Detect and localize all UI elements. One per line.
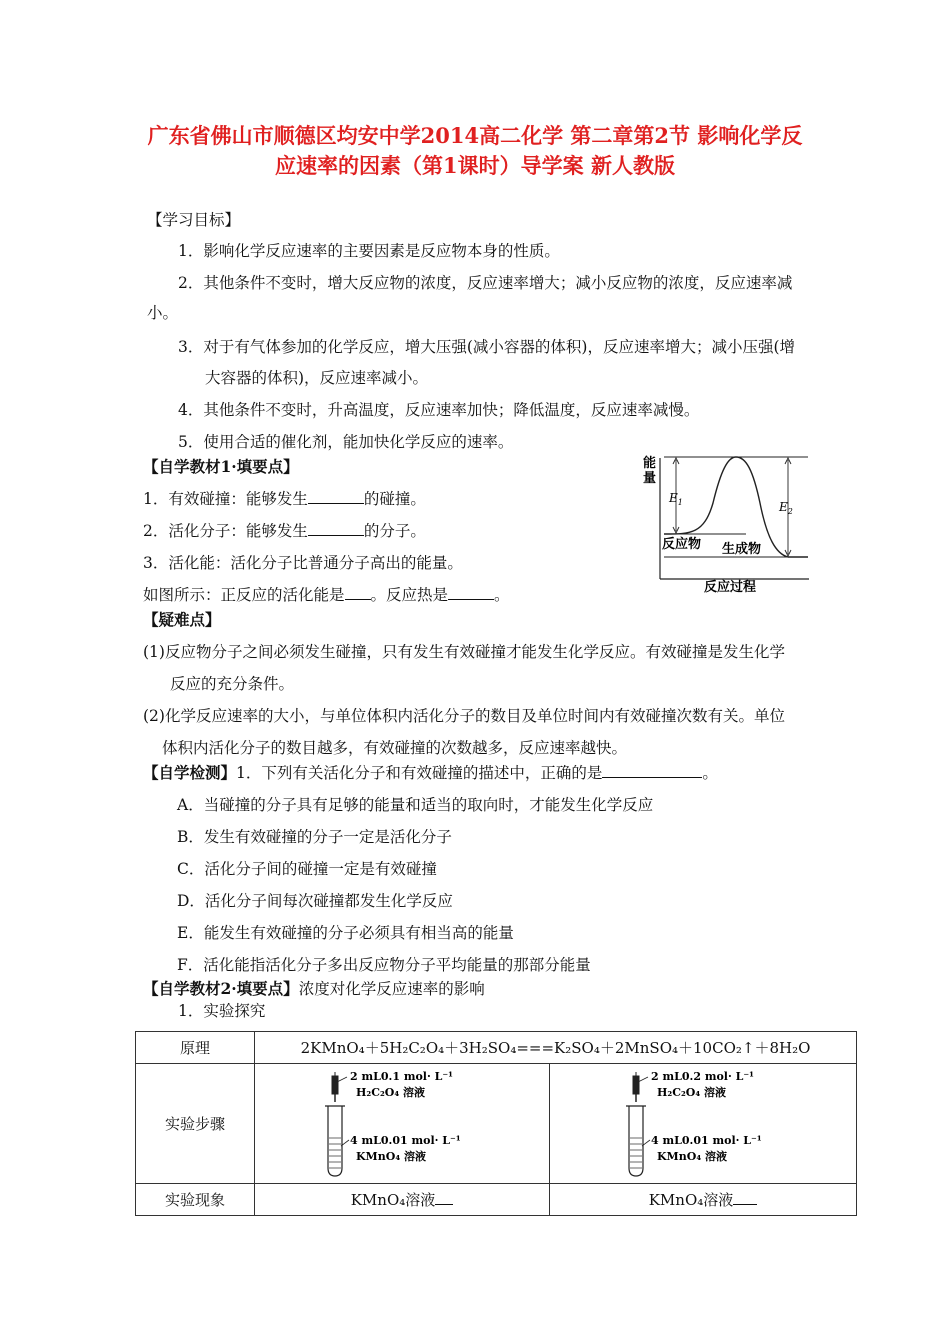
row-label-steps: 实验步骤	[136, 1064, 255, 1184]
q2-text-a: 2．活化分子：能够发生	[143, 522, 308, 540]
left-phenomenon: KMnO₄溶液	[255, 1184, 550, 1216]
experiment-table	[135, 1031, 857, 1216]
answer-blank[interactable]	[435, 1190, 453, 1205]
reaction-equation: 2KMnO₄＋5H₂C₂O₄＋3H₂SO₄===K₂SO₄＋2MnSO₄＋10CO₂↑＋8H₂O	[255, 1032, 857, 1064]
solution-liquid	[329, 1138, 341, 1168]
difficult-p1-line2: 反应的充分条件。	[170, 675, 295, 693]
reagent-label-top: H₂C₂O₄ 溶液	[356, 1085, 426, 1099]
goals-heading: 【学习目标】	[147, 211, 241, 229]
reagent-label-bottom: KMnO₄ 溶液	[356, 1149, 426, 1163]
difficult-p2-line1: (2)化学反应速率的大小，与单位体积内活化分子的数目及单位时间内有效碰撞次数有关。单位	[143, 707, 785, 725]
row-label-principle: 原理	[136, 1032, 255, 1064]
reagent-label-bottom: KMnO₄ 溶液	[657, 1149, 727, 1163]
question-text-b: 。	[702, 764, 718, 782]
option-f: F．活化能指活化分子多出反应物分子平均能量的那部分能量	[177, 956, 591, 974]
answer-blank[interactable]	[448, 585, 494, 600]
diagram-xlabel: 反应过程	[704, 580, 757, 594]
q4-text-b: 。反应热是	[370, 586, 449, 604]
option-e: E．能发生有效碰撞的分子必须具有相当高的能量	[177, 924, 514, 942]
reagent-label-bottom: 4 mL0.01 mol· L⁻¹	[651, 1133, 762, 1147]
table-row	[136, 1184, 857, 1216]
diagram-ylabel-2: 量	[643, 471, 657, 486]
self-study1-heading: 【自学教材1·填要点】	[143, 457, 299, 476]
option-a: A．当碰撞的分子具有足够的能量和适当的取向时，才能发生化学反应	[177, 796, 654, 814]
goal-item-3-cont: 大容器的体积)，反应速率减小。	[205, 369, 429, 387]
right-phenomenon: KMnO₄溶液	[550, 1184, 857, 1216]
q1-text-a: 1．有效碰撞：能够发生	[143, 490, 308, 508]
test-tube-icon	[312, 1068, 492, 1180]
q1-text-b: 的碰撞。	[363, 490, 426, 508]
goal-item-2-cont: 小。	[147, 304, 179, 322]
goal-item-3: 3．对于有气体参加的化学反应，增大压强(减小容器的体积)，反应速率增大；减小压强(增	[178, 338, 796, 356]
reactant-label: 反应物	[662, 537, 702, 552]
difficult-p2-line2: 体积内活化分子的数目越多，有效碰撞的次数越多，反应速率越快。	[162, 739, 628, 757]
self-study1-q3: 3．活化能：活化分子比普通分子高出的能量。	[143, 554, 463, 572]
difficult-heading: 【疑难点】	[143, 610, 221, 629]
q4-text-a: 如图所示：正反应的活化能是	[143, 586, 345, 604]
goal-item-2: 2．其他条件不变时，增大反应物的浓度，反应速率增大；减小反应物的浓度，反应速率减	[178, 274, 793, 292]
answer-blank[interactable]	[345, 585, 371, 600]
energy-profile-diagram	[636, 448, 816, 594]
answer-blank[interactable]	[308, 521, 364, 536]
difficult-p1-line1: (1)反应物分子之间必须发生碰撞，只有发生有效碰撞才能发生化学反应。有效碰撞是发生化学	[143, 643, 785, 661]
self-study2-line	[143, 978, 485, 1000]
option-c: C．活化分子间的碰撞一定是有效碰撞	[177, 860, 437, 878]
table-row	[136, 1064, 857, 1184]
self-study1-q1	[143, 488, 426, 510]
self-study2-topic: 浓度对化学反应速率的影响	[298, 980, 485, 998]
q2-text-b: 的分子。	[363, 522, 426, 540]
self-study2-heading: 【自学教材2·填要点】	[143, 979, 299, 998]
page-title-line2: 应速率的因素（第1课时）导学案 新人教版	[275, 153, 675, 178]
option-d: D．活化分子间每次碰撞都发生化学反应	[177, 892, 453, 910]
product-label: 生成物	[722, 542, 762, 557]
q4-text-c: 。	[494, 586, 510, 604]
answer-blank[interactable]	[308, 489, 364, 504]
goal-item-1: 1．影响化学反应速率的主要因素是反应物本身的性质。	[178, 242, 560, 260]
page-title-line1: 广东省佛山市顺德区均安中学2014高二化学 第二章第2节 影响化学反	[147, 123, 803, 148]
test-tube-icon	[613, 1068, 793, 1180]
question-text-a: 1．下列有关活化分子和有效碰撞的描述中，正确的是	[236, 764, 603, 782]
reagent-label-top: 2 mL0.2 mol· L⁻¹	[651, 1069, 754, 1083]
goal-item-5: 5．使用合适的催化剂，能加快化学反应的速率。	[178, 433, 514, 451]
self-study1-q4	[143, 584, 510, 606]
e1-label: $E_1$	[669, 491, 683, 507]
right-apparatus-cell	[550, 1064, 857, 1184]
answer-blank[interactable]	[602, 763, 702, 778]
left-apparatus-cell	[255, 1064, 550, 1184]
answer-blank[interactable]	[733, 1190, 757, 1205]
self-study2-sub: 1．实验探究	[178, 1002, 266, 1020]
solution-liquid	[630, 1138, 642, 1168]
reagent-label-top: H₂C₂O₄ 溶液	[657, 1085, 727, 1099]
row-label-phenomenon: 实验现象	[136, 1184, 255, 1216]
option-b: B．发生有效碰撞的分子一定是活化分子	[177, 828, 452, 846]
goal-item-4: 4．其他条件不变时，升高温度，反应速率加快；降低温度，反应速率减慢。	[178, 401, 700, 419]
self-check-question	[143, 762, 718, 784]
diagram-ylabel-1: 能	[643, 456, 657, 471]
table-row	[136, 1032, 857, 1064]
reagent-label-top: 2 mL0.1 mol· L⁻¹	[350, 1069, 453, 1083]
e2-label: $E_2$	[779, 500, 793, 516]
reagent-label-bottom: 4 mL0.01 mol· L⁻¹	[350, 1133, 461, 1147]
self-check-heading: 【自学检测】	[143, 763, 237, 782]
self-study1-q2	[143, 520, 426, 542]
